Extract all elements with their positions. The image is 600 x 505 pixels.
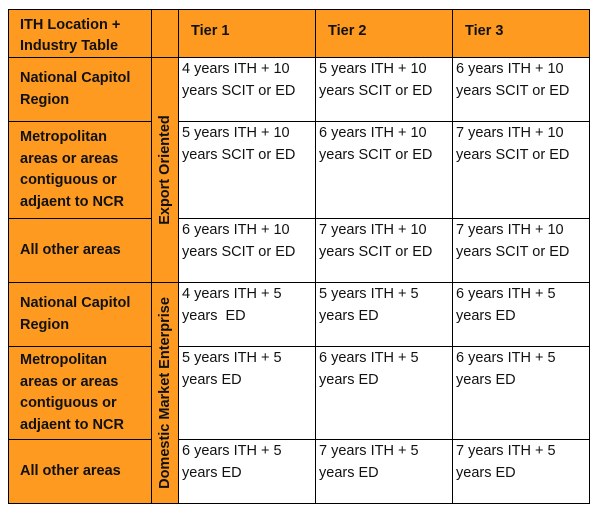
corner-header <box>9 10 152 58</box>
cell-line: years SCIT or ED <box>319 146 433 163</box>
corner-header-line: ITH Location + <box>20 17 121 33</box>
cell-line: years ED <box>456 371 516 388</box>
cell-line: 5 years ITH + 10 <box>319 61 427 77</box>
corner-header-line: Industry Table <box>20 38 119 54</box>
region-line: National Capitol <box>20 70 131 86</box>
region-line: contiguous or <box>20 395 117 411</box>
tier-cell <box>453 219 590 283</box>
header-row <box>9 10 590 58</box>
cell-line: 5 years ITH + 5 <box>182 350 282 366</box>
cell-line: years ED <box>182 371 242 388</box>
tier-cell <box>453 58 590 122</box>
cell-line: years ED <box>319 307 379 324</box>
tier-cell <box>316 440 453 504</box>
cell-line: 7 years ITH + 10 <box>456 222 564 238</box>
tier-cell <box>316 122 453 219</box>
region-line: Metropolitan <box>20 352 107 368</box>
tier-cell <box>316 347 453 440</box>
cell-line: 7 years ITH + 5 <box>456 443 556 459</box>
tier-cell <box>179 347 316 440</box>
region-line: Region <box>20 316 70 333</box>
group-label-text: Export Oriented <box>157 115 173 225</box>
region-label <box>9 219 152 283</box>
cell-line: years SCIT or ED <box>319 82 433 99</box>
region-label <box>9 283 152 347</box>
cell-line: 6 years ITH + 10 <box>182 222 290 238</box>
tier-2-header: Tier 2 <box>316 10 453 58</box>
group-label-text: Domestic Market Enterprise <box>157 297 173 489</box>
region-line: All other areas <box>20 241 121 258</box>
cell-line: years ED <box>456 464 516 481</box>
table-row <box>9 347 590 440</box>
tier-cell <box>316 219 453 283</box>
region-line: areas or areas <box>20 373 119 390</box>
region-label <box>9 122 152 219</box>
cell-line: years SCIT or ED <box>182 146 296 163</box>
tier-cell <box>453 440 590 504</box>
cell-line: years ED <box>319 464 379 481</box>
table-row <box>9 283 590 347</box>
tier-cell <box>316 283 453 347</box>
corner-spacer <box>152 10 179 58</box>
tier-cell <box>316 58 453 122</box>
cell-line: 5 years ITH + 10 <box>182 125 290 141</box>
region-line: contiguous or <box>20 172 117 188</box>
tier-1-header: Tier 1 <box>179 10 316 58</box>
cell-line: years SCIT or ED <box>456 243 570 260</box>
cell-line: years ED <box>319 371 379 388</box>
cell-line: 7 years ITH + 10 <box>319 222 427 238</box>
tier-cell <box>179 440 316 504</box>
table-row <box>9 219 590 283</box>
cell-line: 6 years ITH + 5 <box>182 443 282 459</box>
ith-location-industry-table <box>8 9 590 504</box>
cell-line: 6 years ITH + 5 <box>319 350 419 366</box>
cell-line: 6 years ITH + 10 <box>319 125 427 141</box>
group-label-export-oriented <box>152 58 179 283</box>
cell-line: years SCIT or ED <box>182 82 296 99</box>
tier-3-header: Tier 3 <box>453 10 590 58</box>
tier-cell <box>179 58 316 122</box>
region-line: All other areas <box>20 462 121 479</box>
region-label <box>9 440 152 504</box>
tier-cell <box>179 219 316 283</box>
cell-line: years ED <box>182 307 246 324</box>
region-line: adjaent to NCR <box>20 416 124 433</box>
table-row <box>9 440 590 504</box>
cell-line: 7 years ITH + 10 <box>456 125 564 141</box>
cell-line: 7 years ITH + 5 <box>319 443 419 459</box>
cell-line: 4 years ITH + 5 <box>182 286 282 302</box>
cell-line: 6 years ITH + 10 <box>456 61 564 77</box>
cell-line: years ED <box>456 307 516 324</box>
cell-line: years SCIT or ED <box>319 243 433 260</box>
region-label <box>9 347 152 440</box>
cell-line: 6 years ITH + 5 <box>456 350 556 366</box>
table-row <box>9 58 590 122</box>
region-line: areas or areas <box>20 150 119 167</box>
cell-line: 5 years ITH + 5 <box>319 286 419 302</box>
region-line: National Capitol <box>20 295 131 311</box>
tier-cell <box>453 283 590 347</box>
tier-cell <box>179 122 316 219</box>
table-row <box>9 122 590 219</box>
cell-line: years SCIT or ED <box>456 82 570 99</box>
cell-line: years ED <box>182 464 242 481</box>
region-line: Region <box>20 91 70 108</box>
region-line: Metropolitan <box>20 129 107 145</box>
cell-line: years SCIT or ED <box>182 243 296 260</box>
tier-cell <box>453 347 590 440</box>
tier-cell <box>179 283 316 347</box>
group-label-domestic-market-enterprise <box>152 283 179 504</box>
tier-cell <box>453 122 590 219</box>
cell-line: years SCIT or ED <box>456 146 570 163</box>
cell-line: 6 years ITH + 5 <box>456 286 556 302</box>
region-line: adjaent to NCR <box>20 193 124 210</box>
cell-line: 4 years ITH + 10 <box>182 61 290 77</box>
region-label <box>9 58 152 122</box>
